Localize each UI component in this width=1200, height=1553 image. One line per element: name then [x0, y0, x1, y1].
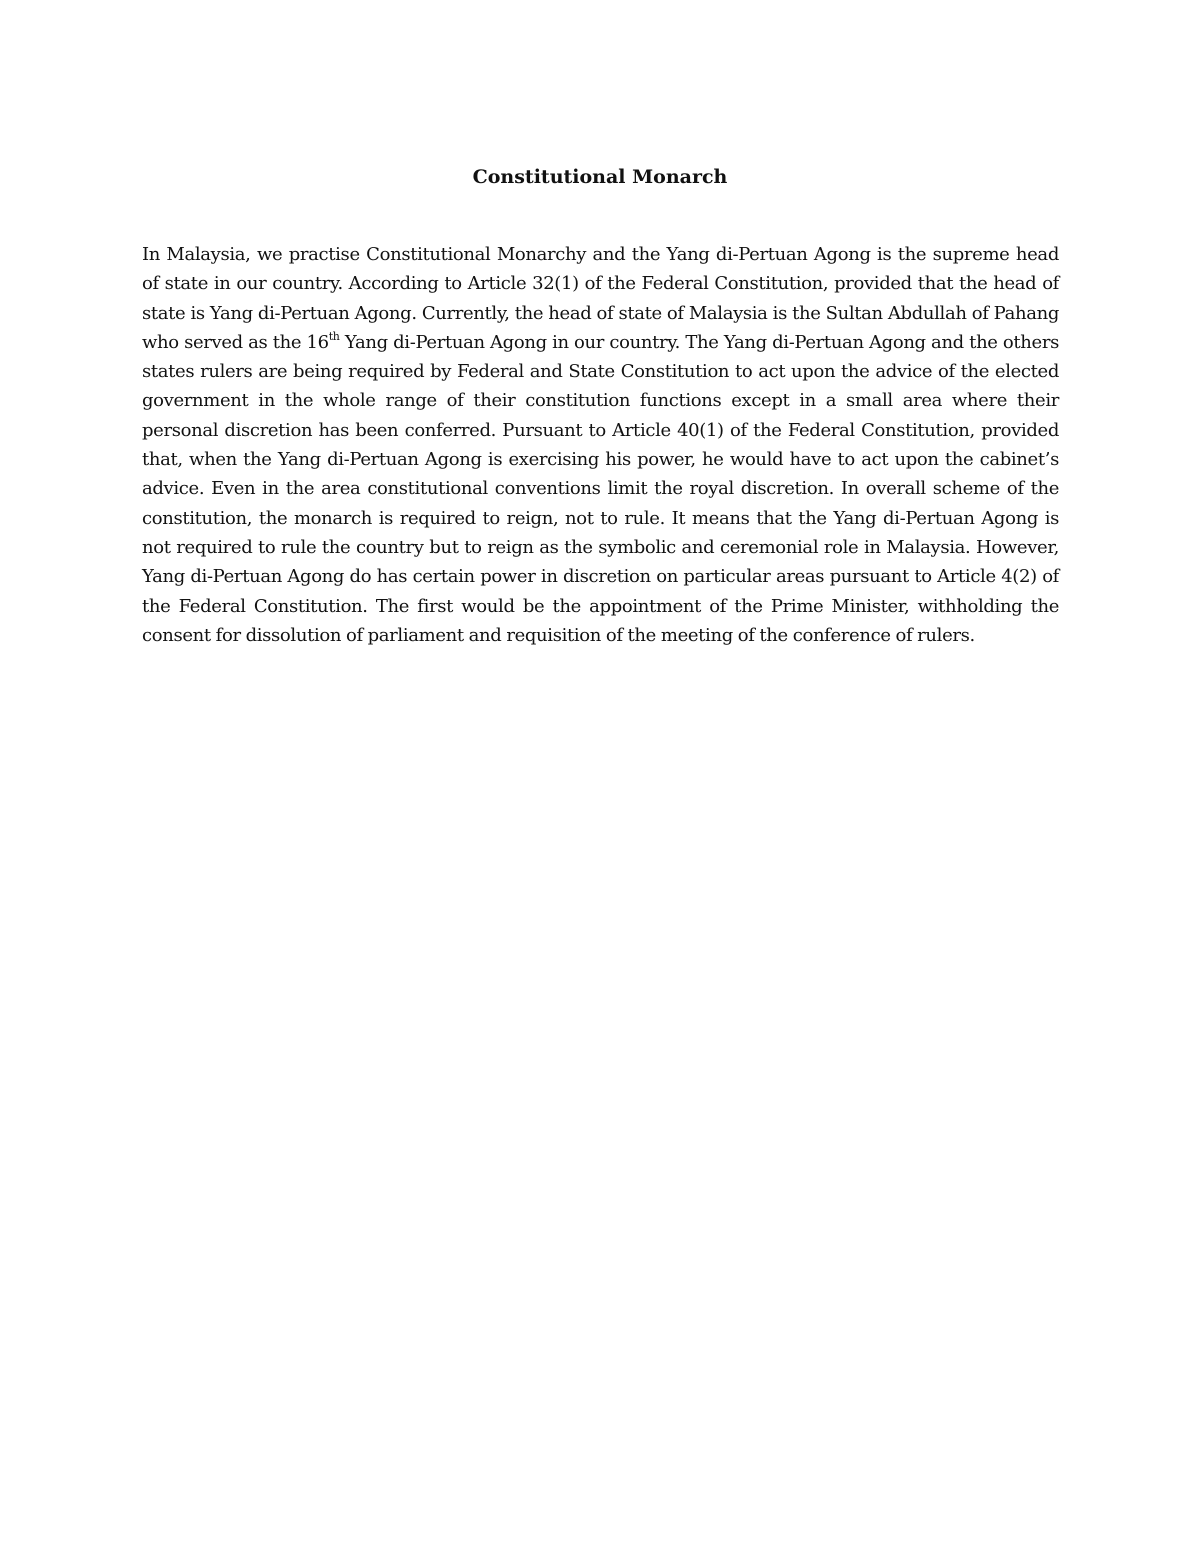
paragraph-text-part2: Yang di-Pertuan Agong in our country. The Yang di-Pertuan Agong and the others states rulers are being required by Federal and State Constitution to act upon the advice of the elected government in the whole range of their constitution functions except in a small area where their personal discretion has been conferred. Pursuant to Article 40(1) of the Federal Constitution, provided that, when the Yang di-Pertuan Agong is exercising his power, he would have to act upon the cabinet’s advice. Even in the area constitutional conventions limit the royal discretion. In overall scheme of the constitution, the monarch is required to reign, not to rule. It means that the Yang di-Pertuan Agong is not required to rule the country but to reign as the symbolic and ceremonial role in Malaysia. However, Yang di-Pertuan Agong do has certain power in discretion on particular areas pursuant to Article 4(2) of the Federal Constitution. The first would be the appointment of the Prime Minister, withholding the consent for dissolution of parliament and requisition of the meeting of the conference of rulers.	[142, 331, 1059, 646]
ordinal-suffix: th	[328, 329, 340, 343]
document-title: Constitutional Monarch	[472, 166, 728, 188]
paragraph-text-part1: In Malaysia, we practise Constitutional Monarchy and the Yang di-Pertuan Agong is the supreme head of state in our country. According to Article 32(1) of the Federal Constitution, provided that the head of state is Yang di-Pertuan Agong. Currently, the head of state of Malaysia is the Sultan Abdullah of Pahang who served as the 16	[142, 244, 1059, 353]
body-paragraph	[142, 240, 1059, 650]
